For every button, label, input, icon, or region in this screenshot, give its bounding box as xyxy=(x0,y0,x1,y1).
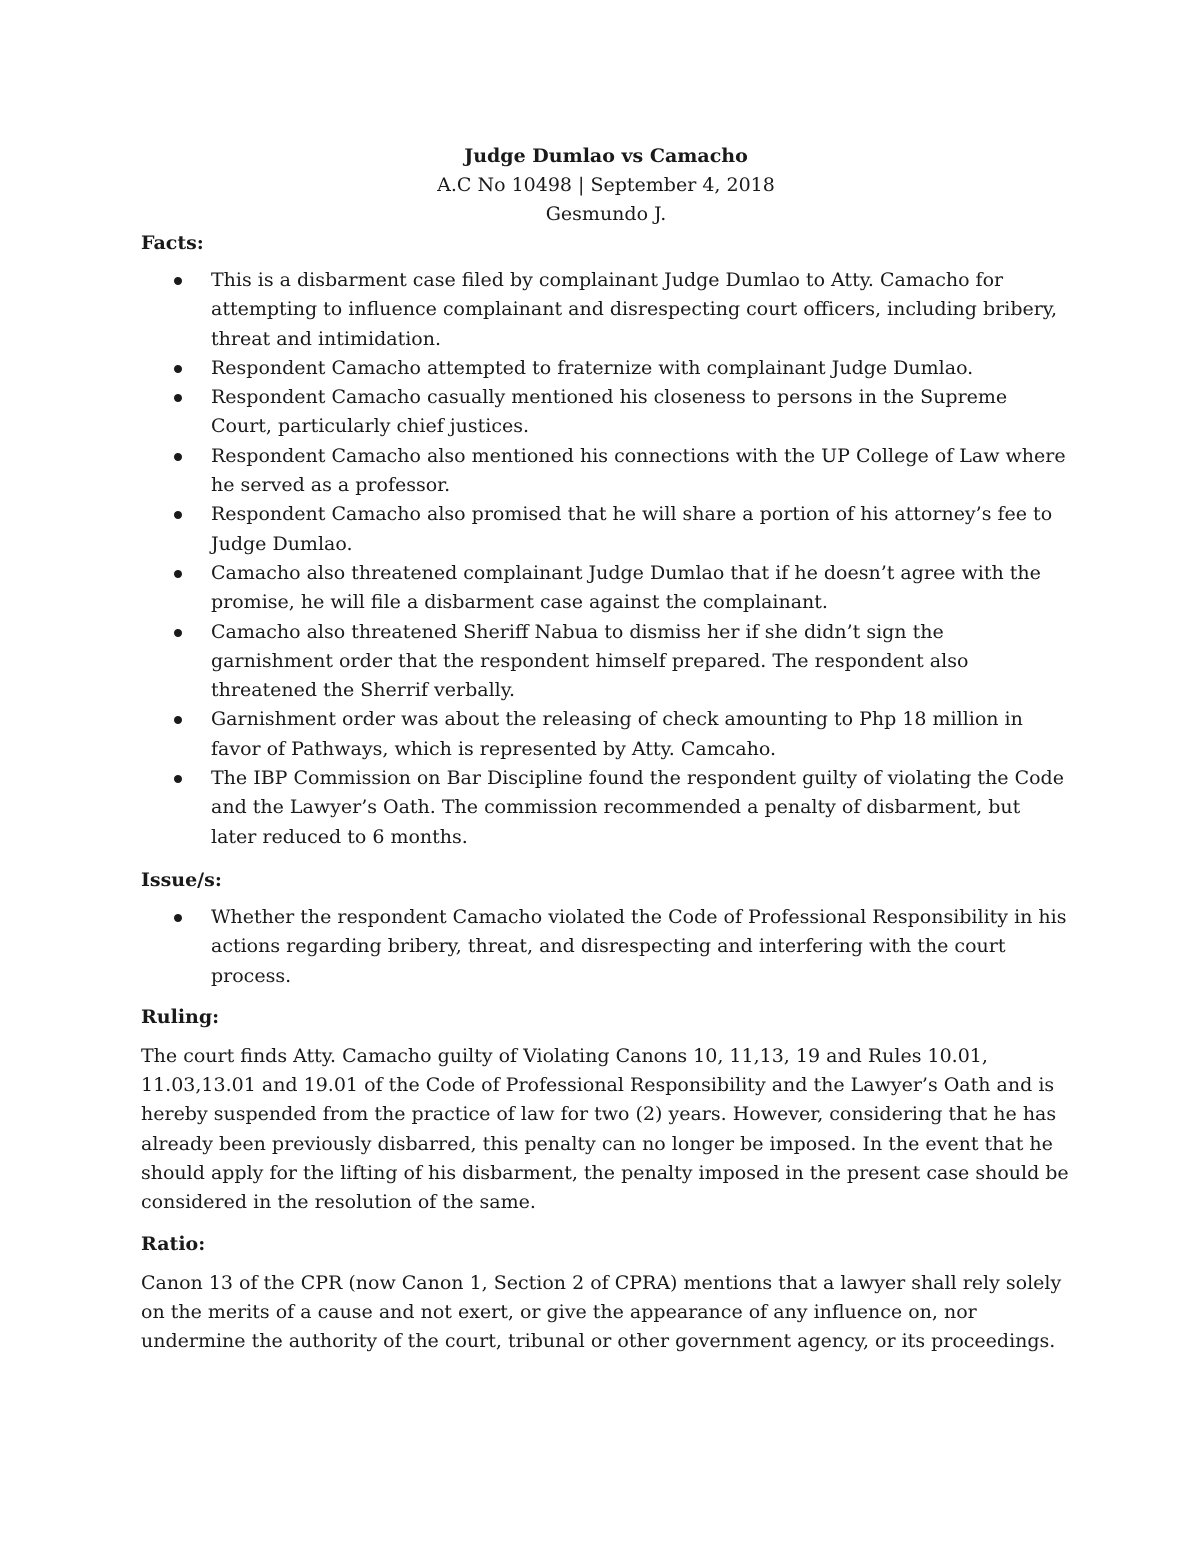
list-item xyxy=(141,266,1071,354)
fact-text: The IBP Commission on Bar Discipline found the respondent guilty of violating the Code and the Lawyer’s Oath. The commission recommended a penalty of disbarment, but later reduced to 6 months. xyxy=(211,767,1064,848)
list-item xyxy=(141,764,1071,852)
fact-text: Respondent Camacho casually mentioned his closeness to persons in the Supreme Court, particularly chief justices. xyxy=(211,386,1008,438)
ratio-heading: Ratio: xyxy=(141,1232,206,1255)
ruling-text: The court finds Atty. Camacho guilty of Violating Canons 10, 11,13, 19 and Rules 10.01, 11.03,13.01 and 19.01 of the Code of Professional Responsibility and the Lawyer’s Oath and is hereby suspended from the practice of law for two (2) years. However, considering that he has already been previously disbarred, this penalty can no longer be imposed. In the event that he should apply for the lifting of his disbarment, the penalty imposed in the present case should be considered in the resolution of the same. xyxy=(141,1044,1069,1214)
list-item xyxy=(141,383,1071,442)
list-item xyxy=(141,500,1071,559)
list-item xyxy=(141,559,1071,618)
case-title: Judge Dumlao vs Camacho xyxy=(464,145,748,167)
ratio-text: Canon 13 of the CPR (now Canon 1, Section 2 of CPRA) mentions that a lawyer shall rely solely on the merits of a cause and not exert, or give the appearance of any influence on, nor undermine the authority of the court, tribunal or other government agency, or its proceedings. xyxy=(141,1271,1062,1353)
bullet-icon xyxy=(174,394,182,402)
case-citation: A.C No 10498 | September 4, 2018 xyxy=(437,174,775,196)
fact-text: Camacho also threatened complainant Judge Dumlao that if he doesn’t agree with the promise, he will file a disbarment case against the complainant. xyxy=(211,561,1041,614)
list-item xyxy=(141,354,1071,383)
document-page xyxy=(141,140,1071,1357)
fact-text: Camacho also threatened Sheriff Nabua to dismiss her if she didn’t sign the garnishment order that the respondent himself prepared. The respondent also threatened the Sherrif verbally. xyxy=(211,620,969,702)
bullet-icon xyxy=(174,365,182,373)
bullet-icon xyxy=(174,775,182,783)
bullet-icon xyxy=(174,453,182,461)
bullet-icon xyxy=(174,629,182,637)
list-item xyxy=(141,442,1071,501)
fact-text: Respondent Camacho also mentioned his connections with the UP College of Law where he served as a professor. xyxy=(211,444,1066,497)
facts-heading: Facts: xyxy=(141,232,204,254)
case-header xyxy=(141,142,1071,229)
bullet-icon xyxy=(174,716,182,724)
bullet-icon xyxy=(174,277,182,285)
fact-text: Respondent Camacho attempted to fraternize with complainant Judge Dumlao. xyxy=(211,356,974,379)
list-item xyxy=(141,903,1071,991)
bullet-icon xyxy=(174,914,182,922)
fact-text: This is a disbarment case filed by complainant Judge Dumlao to Atty. Camacho for attempting to influence complainant and disrespecting court officers, including bribery, threat and intimidation. xyxy=(211,269,1058,350)
issue-text: Whether the respondent Camacho violated the Code of Professional Responsibility in his actions regarding bribery, threat, and disrespecting and interfering with the court process. xyxy=(211,905,1067,987)
list-item xyxy=(141,618,1071,706)
bullet-icon xyxy=(174,511,182,519)
ponente: Gesmundo J. xyxy=(545,203,667,225)
issues-list xyxy=(141,903,1071,991)
issues-heading: Issue/s: xyxy=(141,868,222,891)
facts-list xyxy=(141,266,1071,852)
list-item xyxy=(141,705,1071,764)
fact-text: Respondent Camacho also promised that he will share a portion of his attorney’s fee to Judge Dumlao. xyxy=(211,503,1053,555)
bullet-icon xyxy=(174,570,182,578)
fact-text: Garnishment order was about the releasing of check amounting to Php 18 million in favor of Pathways, which is represented by Atty. Camcaho. xyxy=(211,708,1023,760)
ruling-heading: Ruling: xyxy=(141,1005,220,1028)
